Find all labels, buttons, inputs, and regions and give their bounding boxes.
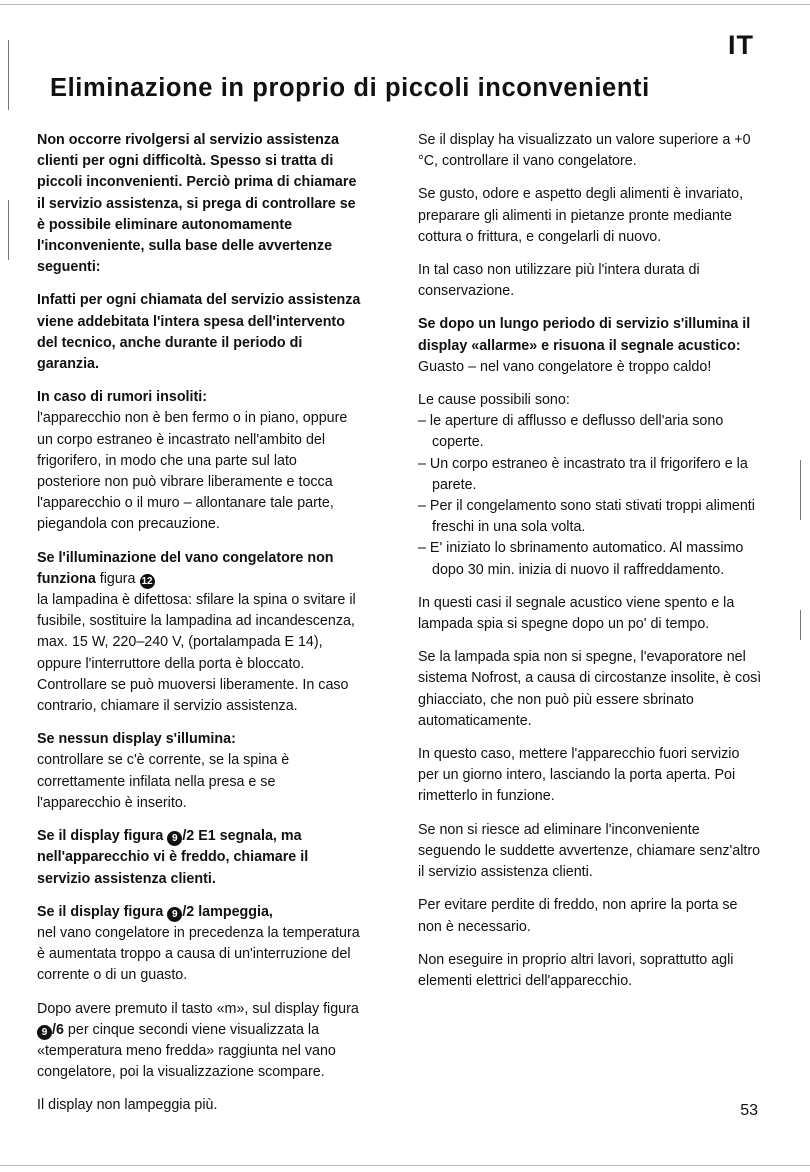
paragraph: Se gusto, odore e aspetto degli alimenti è invariato, preparare gli alimenti in pietanze pronte mediante cottura o frittura, e congelarli di nuovo. <box>418 186 744 245</box>
noise-text: l'apparecchio non è ben fermo o in piano, oppure un corpo estraneo è incastrato nell'ambito del frigorifero, in modo che una parte sul lato posteriore non può vibrare liberamente e tocca l'apparecchio o il muro – allontanare tale parte, piegandola con precauzione. <box>37 410 348 533</box>
e1-prefix: Se il display figura <box>37 828 164 845</box>
paragraph: Se la lampada spia non si spegne, l'evaporatore nel sistema Nofrost, a causa di circostanze insolite, è così ghiacciato, che non può più essere sbrinato automaticamente. <box>418 649 762 729</box>
paragraph: In questi casi il segnale acustico viene spento e la lampada spia si spegne dopo un po' di tempo. <box>418 594 735 633</box>
closing-paragraph: Il display non lampeggia più. <box>37 1097 218 1114</box>
display-off-heading: Se nessun display s'illumina: <box>37 731 236 748</box>
causes-section <box>418 390 763 581</box>
intro-paragraph: Non occorre rivolgersi al servizio assistenza clienti per ogni difficoltà. Spesso si tratta di piccoli inconvenienti. Perciò prima di chiamare il servizio assistenza, si prega di controllare se è possibile eliminare autonomamente l'inconveniente, sulla base delle avvertenze seguenti: <box>37 132 357 276</box>
after-bold: /6 <box>52 1021 64 1038</box>
paragraph: Non eseguire in proprio altri lavori, soprattutto agli elementi elettrici dell'apparecchio. <box>418 951 734 989</box>
after-suffix: per cinque secondi viene visualizzata la «temperatura meno fredda» raggiunta nel vano congelatore, poi la visualizzazione scompare. <box>37 1021 336 1081</box>
figure-number-badge: 9 <box>167 907 182 922</box>
blink-section <box>37 902 362 987</box>
margin-mark <box>8 200 9 260</box>
left-column <box>37 130 362 1129</box>
display-off-text: controllare se c'è corrente, se la spina è correttamente infilata nella presa e se l'apparecchio è inserito. <box>37 752 290 811</box>
list-item: – Un corpo estraneo è incastrato tra il frigorifero e la parete. <box>418 455 748 493</box>
figure-number-badge: 12 <box>141 575 153 587</box>
alarm-section <box>418 314 763 378</box>
language-label: IT <box>728 30 754 60</box>
alarm-text: Guasto – nel vano congelatore è troppo caldo! <box>418 358 712 375</box>
causes-list <box>418 411 763 581</box>
top-rule <box>0 4 810 5</box>
margin-mark <box>8 40 9 110</box>
margin-mark <box>800 460 801 520</box>
paragraph: Se non si riesce ad eliminare l'inconveniente seguendo le suddette avvertenze, chiamare senz'altro il servizio assistenza clienti. <box>418 821 761 881</box>
page-number: 53 <box>740 1102 758 1119</box>
margin-mark <box>800 610 801 640</box>
blink-text: nel vano congelatore in precedenza la temperatura è aumentata troppo a causa di un'interruzione del corrente o di un guasto. <box>37 924 360 984</box>
blink-suffix: /2 lampeggia, <box>182 903 273 920</box>
list-item: – E' iniziato lo sbrinamento automatico. Al massimo dopo 30 min. inizia di nuovo il raffreddamento. <box>418 540 744 578</box>
page-title: Eliminazione in proprio di piccoli inconvenienti <box>50 74 650 102</box>
noise-section <box>37 387 362 535</box>
light-section <box>37 548 362 718</box>
light-text: la lampadina è difettosa: sfilare la spina o svitare il fusibile, sostituire la lampadina ad incandescenza, max. 15 W, 220–240 V, (portalampada E 14), oppure l'interruttore della porta è bloccato. Controllare se può muoversi liberamente. In caso contrario, chiamare il servizio assistenza. <box>37 592 356 715</box>
causes-intro: Le cause possibili sono: <box>418 392 570 409</box>
light-figure-word: figura <box>99 570 136 587</box>
cost-paragraph: Infatti per ogni chiamata del servizio assistenza viene addebitata l'intera spesa dell'intervento del tecnico, anche durante il periodo di garanzia. <box>37 292 361 373</box>
noise-heading: In caso di rumori insoliti: <box>37 389 207 406</box>
after-section <box>37 999 362 1084</box>
paragraph: In tal caso non utilizzare più l'intera durata di conservazione. <box>418 262 700 300</box>
figure-number-badge: 9 <box>167 831 182 846</box>
alarm-heading: Se dopo un lungo periodo di servizio s'illumina il display «allarme» e risuona il segnale acustico: <box>418 316 751 354</box>
light-heading: Se l'illuminazione del vano congelatore non funziona <box>37 549 334 587</box>
list-item: – le aperture di afflusso e deflusso dell'aria sono coperte. <box>418 413 724 451</box>
bottom-rule <box>0 1165 810 1166</box>
blink-prefix: Se il display figura <box>37 903 164 920</box>
paragraph: Per evitare perdite di freddo, non aprire la porta se non è necessario. <box>418 897 738 935</box>
list-item: – Per il congelamento sono stati stivati troppi alimenti freschi in una sola volta. <box>418 498 755 536</box>
display-off-section <box>37 729 362 814</box>
e1-section <box>37 826 362 890</box>
figure-number-badge: 9 <box>37 1025 52 1040</box>
after-prefix: Dopo avere premuto il tasto «m», sul display figura <box>37 1000 359 1017</box>
paragraph: In questo caso, mettere l'apparecchio fuori servizio per un giorno intero, lasciando la porta aperta. Poi rimetterlo in funzione. <box>418 746 740 805</box>
e1-suffix: /2 E1 segnala, ma nell'apparecchio vi è freddo, chiamare il servizio assistenza clienti. <box>37 828 309 887</box>
paragraph: Se il display ha visualizzato un valore superiore a +0 °C, controllare il vano congelatore. <box>418 132 751 170</box>
right-column <box>418 130 763 1004</box>
